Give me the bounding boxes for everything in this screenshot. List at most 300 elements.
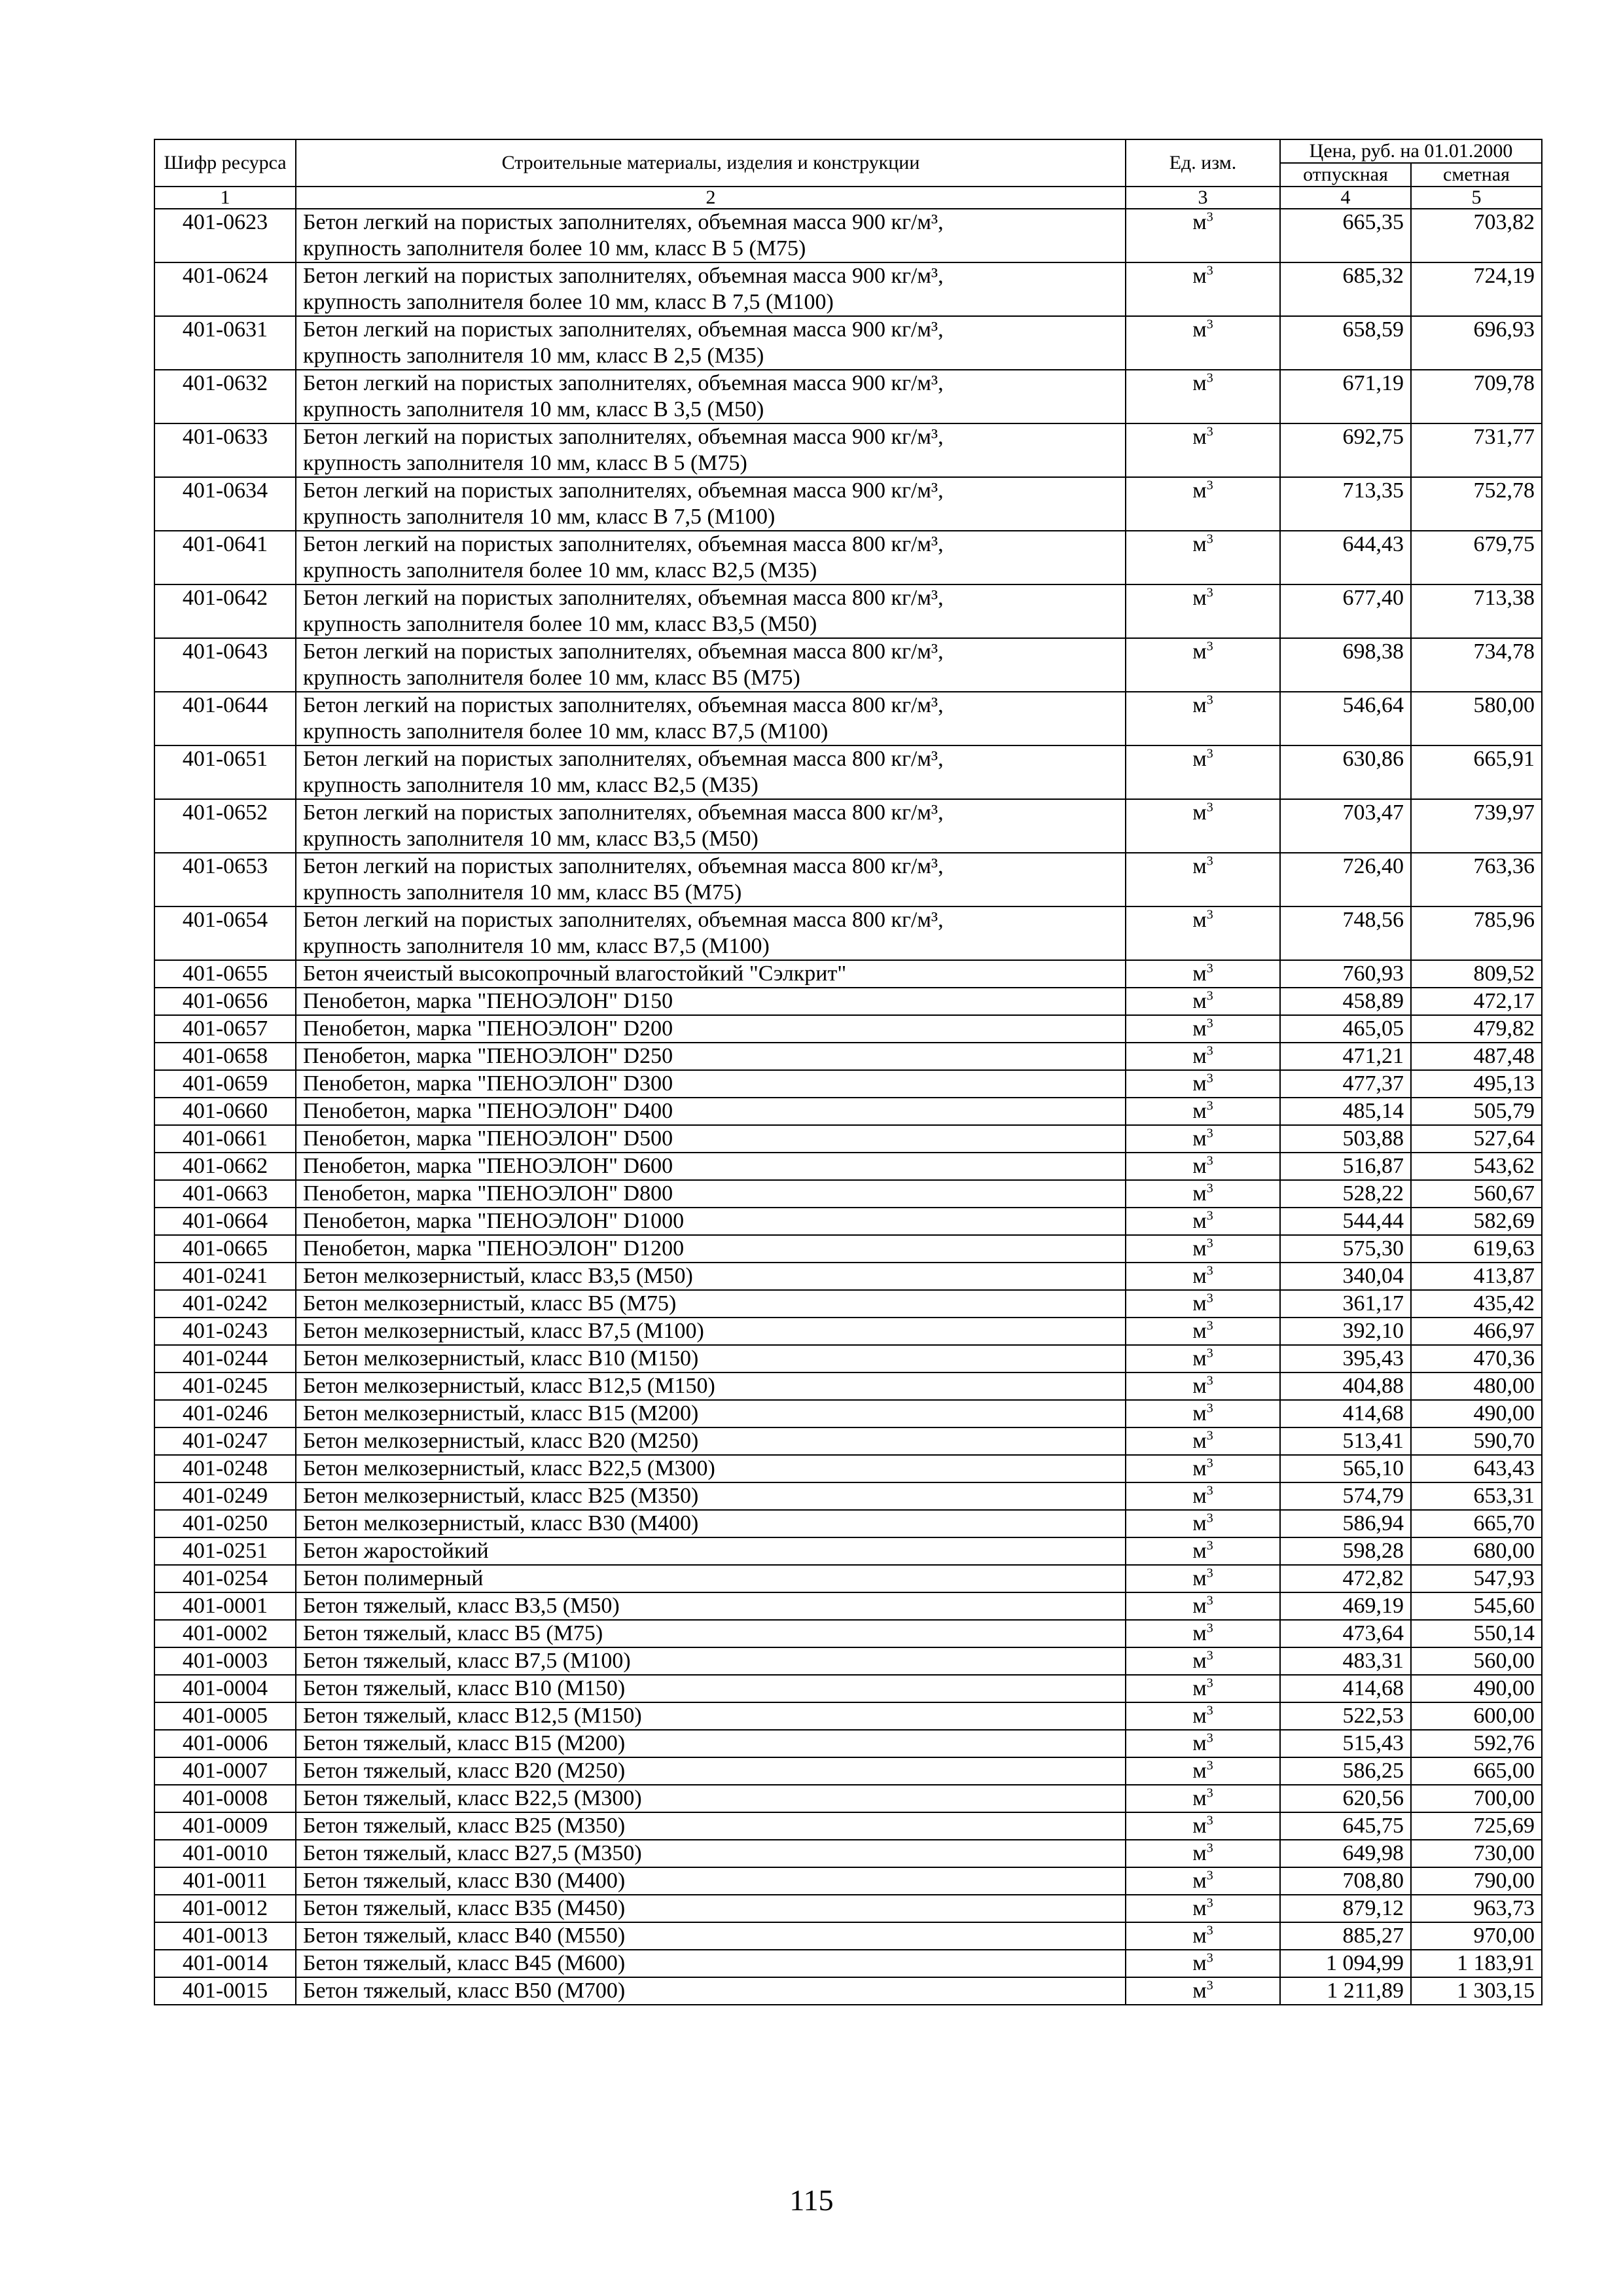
price-release: 404,88 bbox=[1280, 1372, 1411, 1400]
table-row bbox=[154, 1208, 1542, 1235]
unit-cell bbox=[1126, 1290, 1280, 1318]
resource-code: 401-0014 bbox=[154, 1950, 296, 1977]
material-name bbox=[296, 1125, 1126, 1153]
price-release: 546,64 bbox=[1280, 692, 1411, 745]
material-name bbox=[296, 370, 1126, 423]
price-release: 685,32 bbox=[1280, 262, 1411, 316]
resource-code: 401-0245 bbox=[154, 1372, 296, 1400]
unit-cell bbox=[1126, 1922, 1280, 1950]
unit-power: 3 bbox=[1206, 1126, 1213, 1141]
resource-code: 401-0246 bbox=[154, 1400, 296, 1427]
unit-base: м bbox=[1192, 586, 1207, 610]
material-name-line: Бетон легкий на пористых заполнителях, объемная масса 800 кг/м³, bbox=[303, 747, 944, 771]
unit-power: 3 bbox=[1206, 1511, 1213, 1526]
price-release: 649,98 bbox=[1280, 1840, 1411, 1867]
material-name bbox=[296, 638, 1126, 692]
price-release: 565,10 bbox=[1280, 1455, 1411, 1482]
price-estimate: 505,79 bbox=[1411, 1098, 1542, 1125]
unit-cell bbox=[1126, 1950, 1280, 1977]
unit-base: м bbox=[1192, 1539, 1207, 1563]
price-estimate: 734,78 bbox=[1411, 638, 1542, 692]
price-estimate: 713,38 bbox=[1411, 584, 1542, 638]
unit-base: м bbox=[1192, 1429, 1207, 1453]
price-release: 586,94 bbox=[1280, 1510, 1411, 1537]
material-name bbox=[296, 1043, 1126, 1070]
table-row bbox=[154, 1702, 1542, 1730]
column-number: 4 bbox=[1280, 187, 1411, 209]
price-release: 760,93 bbox=[1280, 960, 1411, 988]
material-name-line: Бетон легкий на пористых заполнителях, объемная масса 900 кг/м³, bbox=[303, 478, 944, 503]
unit-power: 3 bbox=[1206, 1950, 1213, 1965]
price-estimate: 487,48 bbox=[1411, 1043, 1542, 1070]
price-release: 698,38 bbox=[1280, 638, 1411, 692]
price-release: 395,43 bbox=[1280, 1345, 1411, 1372]
material-name-line: Пенобетон, марка "ПЕНОЭЛОН" D1200 bbox=[303, 1236, 685, 1261]
table-row bbox=[154, 1785, 1542, 1812]
price-estimate: 490,00 bbox=[1411, 1400, 1542, 1427]
price-release: 515,43 bbox=[1280, 1730, 1411, 1757]
unit-base: м bbox=[1192, 1346, 1207, 1371]
unit-base: м bbox=[1192, 317, 1207, 342]
material-name-line: крупность заполнителя 10 мм, класс В 5 (М75) bbox=[303, 451, 747, 475]
unit-cell bbox=[1126, 1977, 1280, 2005]
unit-cell bbox=[1126, 1125, 1280, 1153]
material-name bbox=[296, 1977, 1126, 2005]
unit-cell bbox=[1126, 477, 1280, 531]
unit-cell bbox=[1126, 853, 1280, 906]
unit-base: м bbox=[1192, 639, 1207, 664]
material-name-line: Бетон легкий на пористых заполнителях, объемная масса 800 кг/м³, bbox=[303, 908, 944, 932]
material-name bbox=[296, 1400, 1126, 1427]
table-row bbox=[154, 584, 1542, 638]
unit-cell bbox=[1126, 1537, 1280, 1565]
price-release: 713,35 bbox=[1280, 477, 1411, 531]
unit-power: 3 bbox=[1206, 907, 1213, 922]
price-estimate: 547,93 bbox=[1411, 1565, 1542, 1592]
unit-cell bbox=[1126, 1235, 1280, 1263]
resource-code: 401-0655 bbox=[154, 960, 296, 988]
material-name bbox=[296, 477, 1126, 531]
unit-base: м bbox=[1192, 1456, 1207, 1480]
unit-base: м bbox=[1192, 1044, 1207, 1068]
material-name-line: Бетон тяжелый, класс В7,5 (М100) bbox=[303, 1649, 631, 1673]
unit-cell bbox=[1126, 1180, 1280, 1208]
table-row bbox=[154, 262, 1542, 316]
price-estimate: 724,19 bbox=[1411, 262, 1542, 316]
column-number: 3 bbox=[1126, 187, 1280, 209]
unit-cell bbox=[1126, 1675, 1280, 1702]
unit-cell bbox=[1126, 745, 1280, 799]
price-estimate: 970,00 bbox=[1411, 1922, 1542, 1950]
price-release: 598,28 bbox=[1280, 1537, 1411, 1565]
unit-base: м bbox=[1192, 1154, 1207, 1178]
material-name-line: Бетон мелкозернистый, класс В7,5 (М100) bbox=[303, 1319, 704, 1343]
table-row bbox=[154, 1922, 1542, 1950]
unit-power: 3 bbox=[1206, 263, 1213, 278]
material-name-line: Бетон легкий на пористых заполнителях, объемная масса 800 кг/м³, bbox=[303, 854, 944, 878]
material-name bbox=[296, 1427, 1126, 1455]
unit-base: м bbox=[1192, 1236, 1207, 1261]
unit-cell bbox=[1126, 1757, 1280, 1785]
price-release: 361,17 bbox=[1280, 1290, 1411, 1318]
resource-code: 401-0663 bbox=[154, 1180, 296, 1208]
table-row bbox=[154, 1565, 1542, 1592]
price-release: 392,10 bbox=[1280, 1318, 1411, 1345]
material-name-line: Бетон тяжелый, класс В12,5 (М150) bbox=[303, 1704, 642, 1728]
price-release: 665,35 bbox=[1280, 209, 1411, 262]
material-name-line: Пенобетон, марка "ПЕНОЭЛОН" D150 bbox=[303, 989, 673, 1013]
material-name bbox=[296, 1895, 1126, 1922]
material-name-line: Бетон тяжелый, класс В35 (М450) bbox=[303, 1896, 626, 1920]
unit-base: м bbox=[1192, 1676, 1207, 1700]
resource-code: 401-0244 bbox=[154, 1345, 296, 1372]
table-row bbox=[154, 1400, 1542, 1427]
resource-code: 401-0002 bbox=[154, 1620, 296, 1647]
unit-power: 3 bbox=[1206, 1840, 1213, 1856]
unit-power: 3 bbox=[1206, 1978, 1213, 1993]
resource-code: 401-0003 bbox=[154, 1647, 296, 1675]
unit-base: м bbox=[1192, 1566, 1207, 1590]
price-release: 528,22 bbox=[1280, 1180, 1411, 1208]
material-name-line: Бетон легкий на пористых заполнителях, объемная масса 800 кг/м³, bbox=[303, 693, 944, 717]
price-estimate: 490,00 bbox=[1411, 1675, 1542, 1702]
price-estimate: 480,00 bbox=[1411, 1372, 1542, 1400]
resource-code: 401-0007 bbox=[154, 1757, 296, 1785]
unit-cell bbox=[1126, 1345, 1280, 1372]
unit-cell bbox=[1126, 316, 1280, 370]
resource-code: 401-0643 bbox=[154, 638, 296, 692]
header-unit: Ед. изм. bbox=[1126, 139, 1280, 187]
table-row bbox=[154, 1977, 1542, 2005]
material-name bbox=[296, 1290, 1126, 1318]
price-estimate: 592,76 bbox=[1411, 1730, 1542, 1757]
price-release: 340,04 bbox=[1280, 1263, 1411, 1290]
material-name-line: Бетон тяжелый, класс В50 (М700) bbox=[303, 1979, 626, 2003]
price-release: 630,86 bbox=[1280, 745, 1411, 799]
resource-code: 401-0654 bbox=[154, 906, 296, 960]
material-name-line: Бетон тяжелый, класс В25 (М350) bbox=[303, 1814, 626, 1838]
unit-power: 3 bbox=[1206, 1263, 1213, 1278]
unit-power: 3 bbox=[1206, 1621, 1213, 1636]
unit-cell bbox=[1126, 1510, 1280, 1537]
table-row bbox=[154, 1125, 1542, 1153]
unit-base: м bbox=[1192, 1731, 1207, 1755]
unit-cell bbox=[1126, 1015, 1280, 1043]
unit-cell bbox=[1126, 1070, 1280, 1098]
material-name bbox=[296, 1702, 1126, 1730]
material-name bbox=[296, 1565, 1126, 1592]
unit-base: м bbox=[1192, 478, 1207, 503]
unit-power: 3 bbox=[1206, 1181, 1213, 1196]
unit-power: 3 bbox=[1206, 1785, 1213, 1801]
unit-power: 3 bbox=[1206, 1731, 1213, 1746]
unit-base: м bbox=[1192, 425, 1207, 449]
unit-base: м bbox=[1192, 1319, 1207, 1343]
unit-cell bbox=[1126, 531, 1280, 584]
unit-cell bbox=[1126, 1372, 1280, 1400]
material-name bbox=[296, 1235, 1126, 1263]
material-name-line: Бетон легкий на пористых заполнителях, объемная масса 900 кг/м³, bbox=[303, 210, 944, 234]
unit-cell bbox=[1126, 1840, 1280, 1867]
material-name bbox=[296, 1208, 1126, 1235]
resource-code: 401-0247 bbox=[154, 1427, 296, 1455]
material-name bbox=[296, 316, 1126, 370]
material-name-line: Бетон легкий на пористых заполнителях, объемная масса 900 кг/м³, bbox=[303, 425, 944, 449]
price-release: 471,21 bbox=[1280, 1043, 1411, 1070]
material-name bbox=[296, 1757, 1126, 1785]
table-row bbox=[154, 1427, 1542, 1455]
material-name-line: Бетон мелкозернистый, класс В15 (М200) bbox=[303, 1401, 699, 1426]
unit-power: 3 bbox=[1206, 1373, 1213, 1388]
price-release: 645,75 bbox=[1280, 1812, 1411, 1840]
resource-code: 401-0656 bbox=[154, 988, 296, 1015]
unit-power: 3 bbox=[1206, 424, 1213, 439]
material-name-line: Бетон мелкозернистый, класс В3,5 (М50) bbox=[303, 1264, 693, 1288]
unit-base: м bbox=[1192, 854, 1207, 878]
material-name-line: Бетон тяжелый, класс В5 (М75) bbox=[303, 1621, 603, 1645]
unit-power: 3 bbox=[1206, 1676, 1213, 1691]
price-release: 620,56 bbox=[1280, 1785, 1411, 1812]
table-row bbox=[154, 370, 1542, 423]
unit-base: м bbox=[1192, 1291, 1207, 1316]
price-release: 726,40 bbox=[1280, 853, 1411, 906]
table-row bbox=[154, 209, 1542, 262]
unit-base: м bbox=[1192, 1704, 1207, 1728]
unit-power: 3 bbox=[1206, 1071, 1213, 1086]
material-name-line: Пенобетон, марка "ПЕНОЭЛОН" D400 bbox=[303, 1099, 673, 1123]
resource-code: 401-0652 bbox=[154, 799, 296, 853]
table-row bbox=[154, 1647, 1542, 1675]
resource-code: 401-0243 bbox=[154, 1318, 296, 1345]
table-row bbox=[154, 988, 1542, 1015]
unit-power: 3 bbox=[1206, 1923, 1213, 1938]
material-name-line: Пенобетон, марка "ПЕНОЭЛОН" D250 bbox=[303, 1044, 673, 1068]
resource-code: 401-0015 bbox=[154, 1977, 296, 2005]
price-estimate: 479,82 bbox=[1411, 1015, 1542, 1043]
unit-base: м bbox=[1192, 1786, 1207, 1810]
unit-base: м bbox=[1192, 1071, 1207, 1096]
resource-code: 401-0653 bbox=[154, 853, 296, 906]
price-release: 748,56 bbox=[1280, 906, 1411, 960]
material-name bbox=[296, 1455, 1126, 1482]
unit-base: м bbox=[1192, 1209, 1207, 1233]
material-name bbox=[296, 423, 1126, 477]
unit-power: 3 bbox=[1206, 800, 1213, 815]
unit-cell bbox=[1126, 1208, 1280, 1235]
price-estimate: 696,93 bbox=[1411, 316, 1542, 370]
material-name-line: Пенобетон, марка "ПЕНОЭЛОН" D600 bbox=[303, 1154, 673, 1178]
unit-power: 3 bbox=[1206, 1648, 1213, 1663]
price-estimate: 560,67 bbox=[1411, 1180, 1542, 1208]
resource-code: 401-0012 bbox=[154, 1895, 296, 1922]
table-row bbox=[154, 423, 1542, 477]
unit-power: 3 bbox=[1206, 1566, 1213, 1581]
material-name bbox=[296, 1015, 1126, 1043]
unit-base: м bbox=[1192, 800, 1207, 825]
unit-cell bbox=[1126, 1098, 1280, 1125]
column-number: 1 bbox=[154, 187, 296, 209]
header-name: Строительные материалы, изделия и конструкции bbox=[296, 139, 1126, 187]
price-estimate: 725,69 bbox=[1411, 1812, 1542, 1840]
unit-base: м bbox=[1192, 908, 1207, 932]
column-number: 2 bbox=[296, 187, 1126, 209]
unit-cell bbox=[1126, 960, 1280, 988]
resource-code: 401-0657 bbox=[154, 1015, 296, 1043]
unit-base: м bbox=[1192, 371, 1207, 395]
price-estimate: 413,87 bbox=[1411, 1263, 1542, 1290]
table-row bbox=[154, 1812, 1542, 1840]
unit-power: 3 bbox=[1206, 1428, 1213, 1443]
material-name-line: Бетон тяжелый, класс В10 (М150) bbox=[303, 1676, 626, 1700]
material-name-line: Бетон тяжелый, класс В3,5 (М50) bbox=[303, 1594, 620, 1618]
price-estimate: 527,64 bbox=[1411, 1125, 1542, 1153]
unit-cell bbox=[1126, 1153, 1280, 1180]
price-estimate: 679,75 bbox=[1411, 531, 1542, 584]
material-name-line: крупность заполнителя 10 мм, класс В2,5 (М35) bbox=[303, 773, 758, 797]
material-name bbox=[296, 209, 1126, 262]
resource-code: 401-0664 bbox=[154, 1208, 296, 1235]
table-row bbox=[154, 745, 1542, 799]
price-release: 472,82 bbox=[1280, 1565, 1411, 1592]
material-name bbox=[296, 1318, 1126, 1345]
table-row bbox=[154, 1757, 1542, 1785]
header-code: Шифр ресурса bbox=[154, 139, 296, 187]
table-row bbox=[154, 1895, 1542, 1922]
material-name-line: Бетон ячеистый высокопрочный влагостойкий "Сэлкрит" bbox=[303, 961, 847, 986]
price-release: 885,27 bbox=[1280, 1922, 1411, 1950]
unit-base: м bbox=[1192, 1401, 1207, 1426]
material-name-line: Бетон мелкозернистый, класс В30 (М400) bbox=[303, 1511, 699, 1535]
material-name bbox=[296, 1263, 1126, 1290]
table-row bbox=[154, 1482, 1542, 1510]
price-estimate: 703,82 bbox=[1411, 209, 1542, 262]
resource-code: 401-0661 bbox=[154, 1125, 296, 1153]
price-release: 1 211,89 bbox=[1280, 1977, 1411, 2005]
unit-cell bbox=[1126, 1702, 1280, 1730]
material-name bbox=[296, 1482, 1126, 1510]
material-name-line: Пенобетон, марка "ПЕНОЭЛОН" D1000 bbox=[303, 1209, 685, 1233]
unit-power: 3 bbox=[1206, 1483, 1213, 1498]
unit-base: м bbox=[1192, 1869, 1207, 1893]
material-name-line: крупность заполнителя более 10 мм, класс В2,5 (М35) bbox=[303, 558, 817, 583]
price-release: 414,68 bbox=[1280, 1675, 1411, 1702]
price-release: 503,88 bbox=[1280, 1125, 1411, 1153]
unit-power: 3 bbox=[1206, 1538, 1213, 1553]
table-row bbox=[154, 692, 1542, 745]
material-name-line: Бетон легкий на пористых заполнителях, объемная масса 800 кг/м³, bbox=[303, 586, 944, 610]
unit-cell bbox=[1126, 1263, 1280, 1290]
resource-code: 401-0006 bbox=[154, 1730, 296, 1757]
unit-power: 3 bbox=[1206, 1236, 1213, 1251]
resource-code: 401-0624 bbox=[154, 262, 296, 316]
table-row bbox=[154, 638, 1542, 692]
unit-base: м bbox=[1192, 989, 1207, 1013]
unit-power: 3 bbox=[1206, 1593, 1213, 1608]
column-number: 5 bbox=[1411, 187, 1542, 209]
header-price: Цена, руб. на 01.01.2000 bbox=[1280, 139, 1542, 163]
resource-code: 401-0642 bbox=[154, 584, 296, 638]
material-name-line: Бетон легкий на пористых заполнителях, объемная масса 800 кг/м³, bbox=[303, 532, 944, 556]
unit-power: 3 bbox=[1206, 1291, 1213, 1306]
table-row bbox=[154, 1263, 1542, 1290]
unit-base: м bbox=[1192, 1759, 1207, 1783]
table-row bbox=[154, 531, 1542, 584]
material-name-line: крупность заполнителя более 10 мм, класс В 5 (М75) bbox=[303, 236, 806, 260]
resource-code: 401-0623 bbox=[154, 209, 296, 262]
price-estimate: 435,42 bbox=[1411, 1290, 1542, 1318]
unit-base: м bbox=[1192, 1841, 1207, 1865]
material-name-line: Бетон мелкозернистый, класс В22,5 (М300) bbox=[303, 1456, 715, 1480]
material-name-line: Бетон тяжелый, класс В20 (М250) bbox=[303, 1759, 626, 1783]
unit-cell bbox=[1126, 1400, 1280, 1427]
material-name bbox=[296, 692, 1126, 745]
material-name-line: Пенобетон, марка "ПЕНОЭЛОН" D500 bbox=[303, 1126, 673, 1151]
price-estimate: 809,52 bbox=[1411, 960, 1542, 988]
unit-power: 3 bbox=[1206, 531, 1213, 547]
table-row bbox=[154, 1840, 1542, 1867]
unit-base: м bbox=[1192, 1264, 1207, 1288]
price-estimate: 550,14 bbox=[1411, 1620, 1542, 1647]
price-release: 473,64 bbox=[1280, 1620, 1411, 1647]
price-estimate: 495,13 bbox=[1411, 1070, 1542, 1098]
material-name-line: Бетон легкий на пористых заполнителях, объемная масса 900 кг/м³, bbox=[303, 317, 944, 342]
resource-code: 401-0004 bbox=[154, 1675, 296, 1702]
price-estimate: 590,70 bbox=[1411, 1427, 1542, 1455]
unit-cell bbox=[1126, 1867, 1280, 1895]
unit-base: м bbox=[1192, 1016, 1207, 1041]
price-estimate: 739,97 bbox=[1411, 799, 1542, 853]
resource-code: 401-0010 bbox=[154, 1840, 296, 1867]
table-row bbox=[154, 316, 1542, 370]
material-name bbox=[296, 1510, 1126, 1537]
price-release: 477,37 bbox=[1280, 1070, 1411, 1098]
material-name bbox=[296, 1647, 1126, 1675]
unit-base: м bbox=[1192, 1979, 1207, 2003]
material-name bbox=[296, 1620, 1126, 1647]
resource-code: 401-0241 bbox=[154, 1263, 296, 1290]
price-release: 483,31 bbox=[1280, 1647, 1411, 1675]
unit-power: 3 bbox=[1206, 1016, 1213, 1031]
price-release: 692,75 bbox=[1280, 423, 1411, 477]
table-row bbox=[154, 960, 1542, 988]
resource-code: 401-0248 bbox=[154, 1455, 296, 1482]
unit-power: 3 bbox=[1206, 853, 1213, 869]
price-estimate: 665,70 bbox=[1411, 1510, 1542, 1537]
price-estimate: 963,73 bbox=[1411, 1895, 1542, 1922]
price-estimate: 752,78 bbox=[1411, 477, 1542, 531]
material-name-line: крупность заполнителя более 10 мм, класс В5 (М75) bbox=[303, 666, 800, 690]
material-name-line: крупность заполнителя 10 мм, класс В5 (М75) bbox=[303, 880, 742, 905]
material-name bbox=[296, 1592, 1126, 1620]
unit-cell bbox=[1126, 1427, 1280, 1455]
unit-cell bbox=[1126, 209, 1280, 262]
material-name bbox=[296, 1785, 1126, 1812]
material-name-line: Бетон мелкозернистый, класс В20 (М250) bbox=[303, 1429, 699, 1453]
header-price-estimate: сметная bbox=[1411, 163, 1542, 187]
resource-code: 401-0009 bbox=[154, 1812, 296, 1840]
unit-power: 3 bbox=[1206, 1703, 1213, 1718]
unit-power: 3 bbox=[1206, 478, 1213, 493]
table-row bbox=[154, 1098, 1542, 1125]
resource-code: 401-0242 bbox=[154, 1290, 296, 1318]
column-number-row bbox=[154, 187, 1542, 209]
unit-power: 3 bbox=[1206, 639, 1213, 654]
unit-base: м bbox=[1192, 210, 1207, 234]
price-estimate: 1 303,15 bbox=[1411, 1977, 1542, 2005]
unit-base: м bbox=[1192, 1649, 1207, 1673]
unit-cell bbox=[1126, 1318, 1280, 1345]
resource-code: 401-0660 bbox=[154, 1098, 296, 1125]
